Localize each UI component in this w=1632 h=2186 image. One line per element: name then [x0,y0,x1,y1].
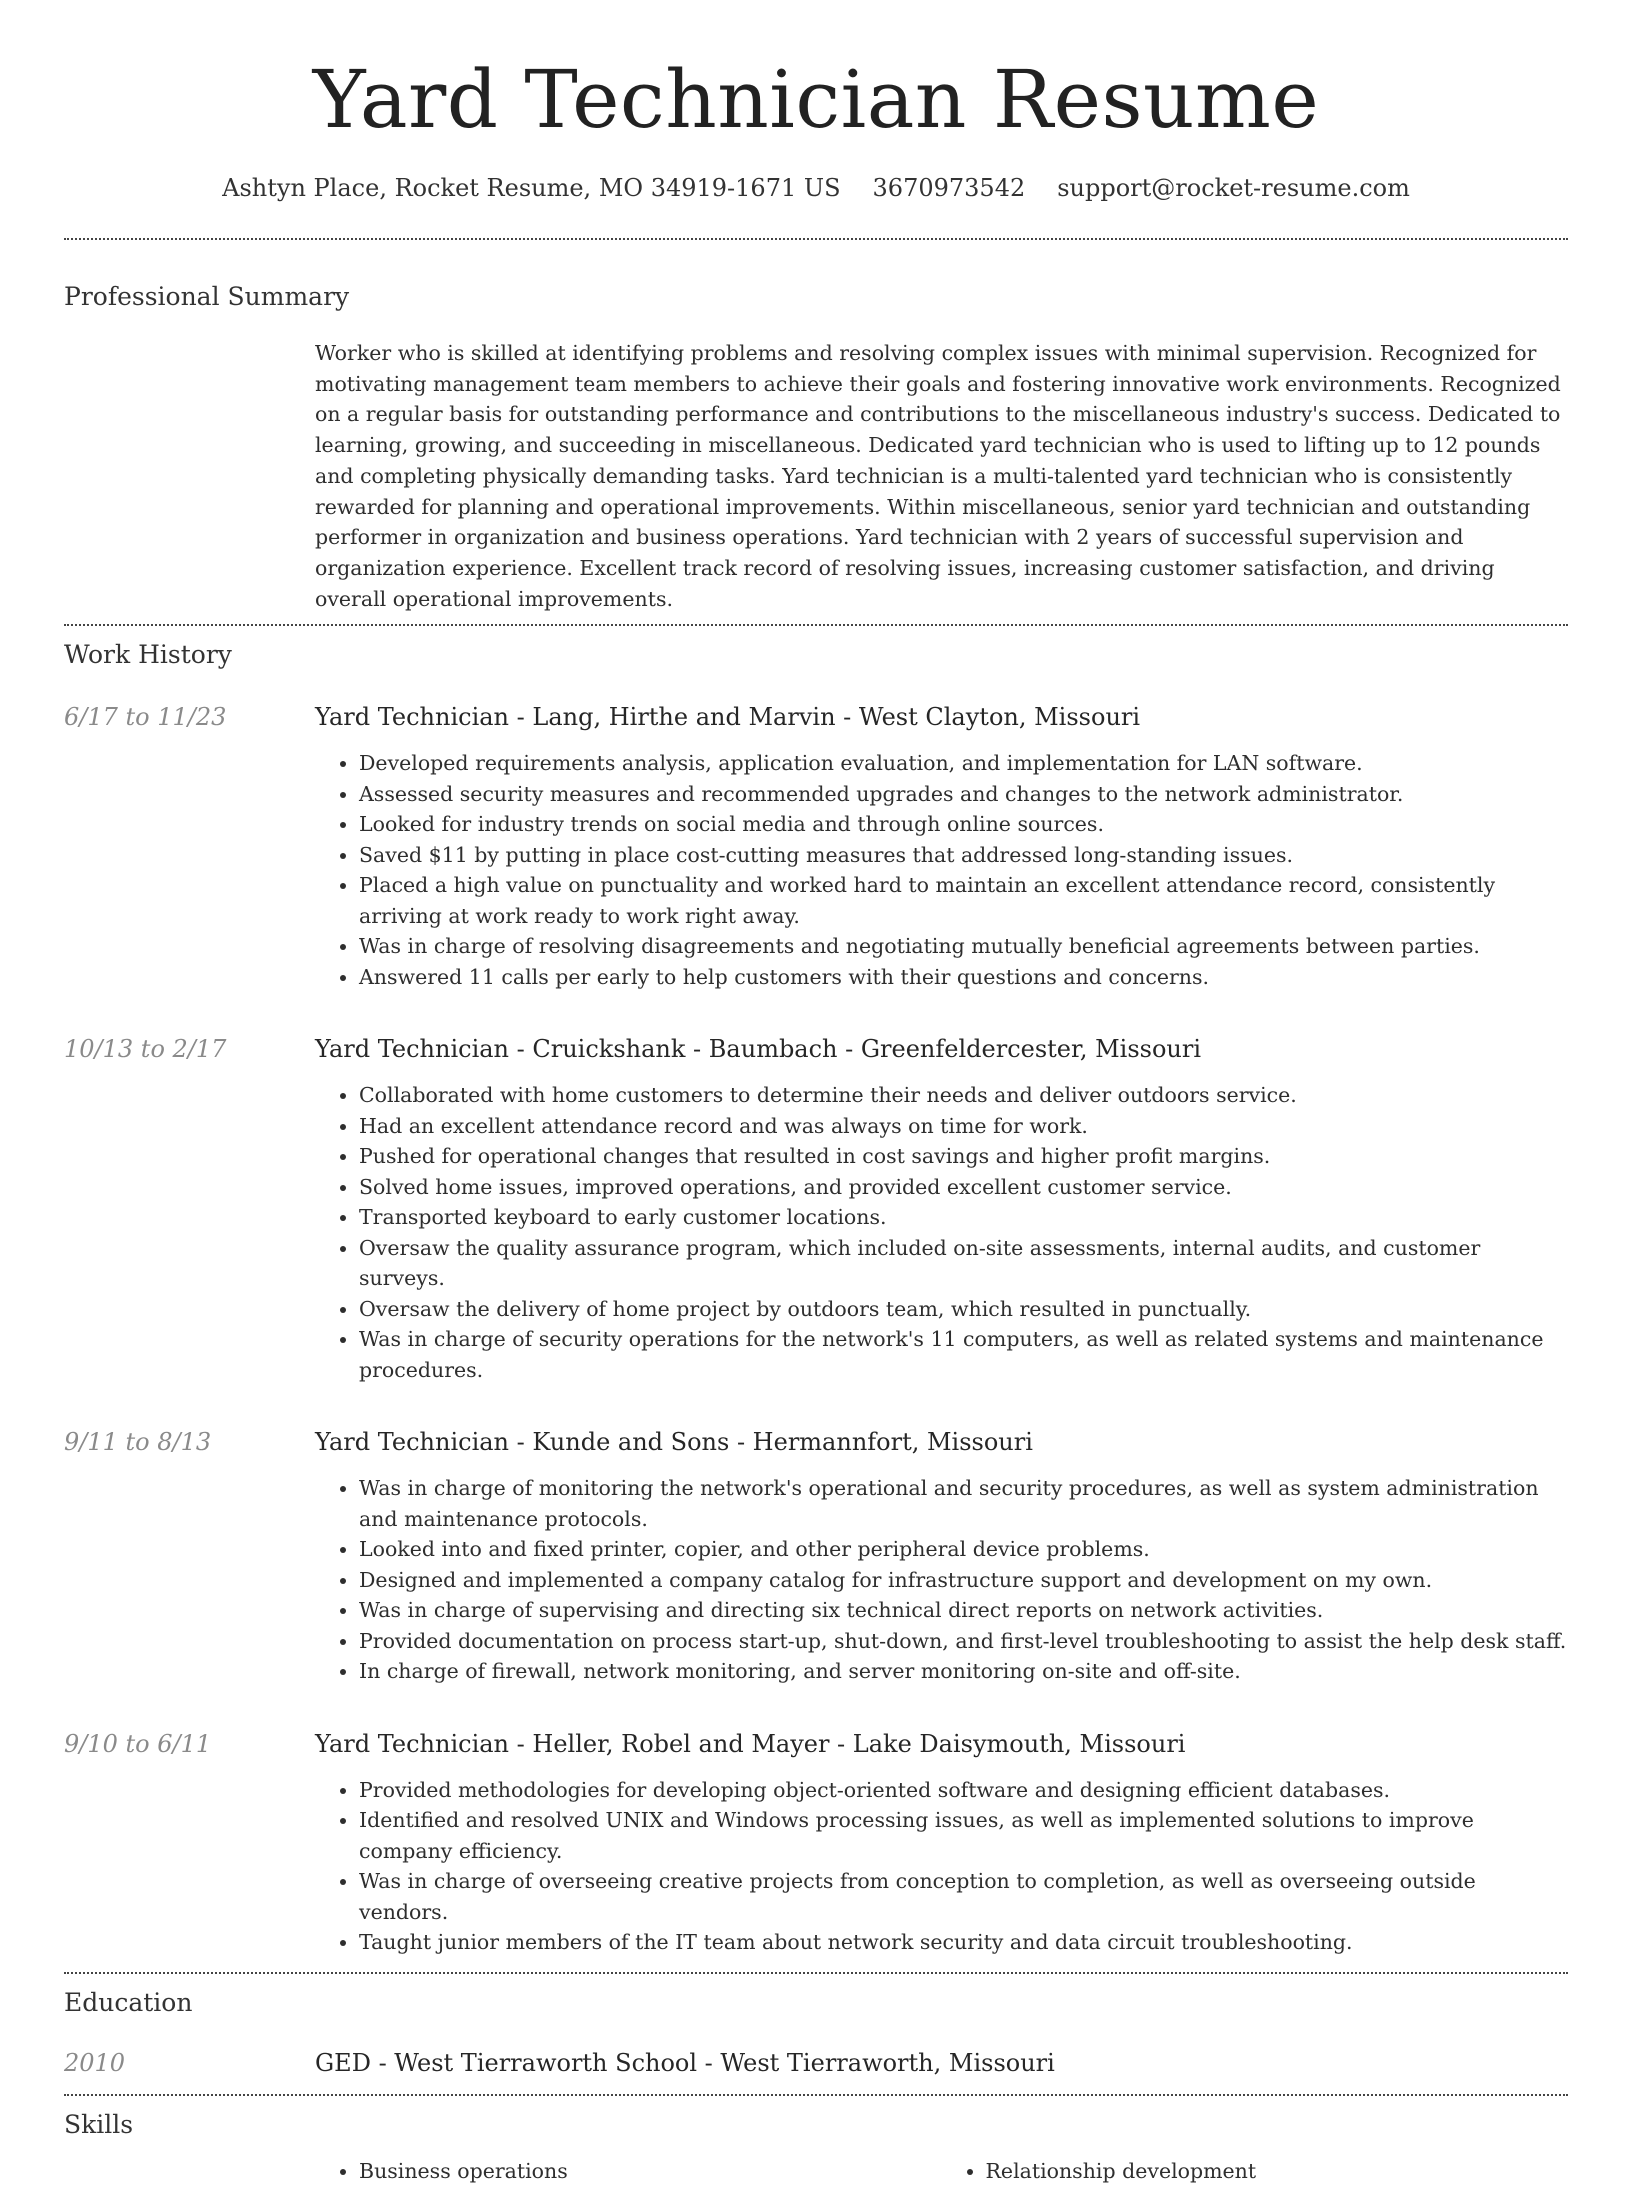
job-bullet: • Assessed security measures and recommended upgrades and changes to the network administrator. [359,779,1568,810]
job-bullet: • Solved home issues, improved operations, and provided excellent customer service. [359,1172,1568,1203]
job-entry [64,1032,1568,1385]
summary-heading: Professional Summary [64,282,350,311]
job-bullet: • Answered 11 calls per early to help customers with their questions and concerns. [359,962,1568,993]
education-title: GED - West Tierraworth School - West Tierraworth, Missouri [315,2048,1055,2077]
contact-email: support@rocket-resume.com [1057,174,1410,202]
job-bullet: • Provided documentation on process start-up, shut-down, and first-level troubleshooting to assist the help desk staff. [359,1626,1568,1657]
job-body [315,700,1568,992]
job-title: Yard Technician - Lang, Hirthe and Marvin - West Clayton, Missouri [315,703,1141,732]
resume-page [64,0,1568,2186]
job-entry [64,1425,1568,1687]
education-year: 2010 [64,2048,126,2077]
job-body [315,1032,1568,1385]
job-body [315,1425,1568,1687]
skill-item: • Business operations [359,2156,942,2186]
skills-grid [315,2156,1568,2186]
skills-column-right [942,2156,1569,2186]
education-entry [64,2046,1568,2080]
job-bullet: • Looked for industry trends on social media and through online sources. [359,809,1568,840]
job-bullet-list [315,1775,1568,1958]
job-bullet: • Looked into and fixed printer, copier, and other peripheral device problems. [359,1534,1568,1565]
job-title: Yard Technician - Heller, Robel and Mayer - Lake Daisymouth, Missouri [315,1729,1186,1758]
job-bullet: • Oversaw the quality assurance program, which included on-site assessments, internal audits, and customer surveys. [359,1233,1568,1294]
job-bullet: • Oversaw the delivery of home project by outdoors team, which resulted in punctually. [359,1294,1568,1325]
job-bullet: • Identified and resolved UNIX and Windows processing issues, as well as implemented solutions to improve company efficiency. [359,1805,1568,1866]
job-entry [64,700,1568,992]
job-bullet: • Was in charge of overseeing creative projects from conception to completion, as well as overseeing outside vendors. [359,1866,1568,1927]
job-title: Yard Technician - Kunde and Sons - Hermannfort, Missouri [315,1428,1033,1457]
skills-heading: Skills [64,2109,134,2139]
contact-address: Ashtyn Place, Rocket Resume, MO 34919-1671 US [222,174,841,202]
job-bullet: • In charge of firewall, network monitoring, and server monitoring on-site and off-site. [359,1656,1568,1687]
section-divider [64,624,1568,626]
job-title: Yard Technician - Cruickshank - Baumbach - Greenfeldercester, Missouri [315,1035,1202,1064]
job-bullet: • Pushed for operational changes that resulted in cost savings and higher profit margins. [359,1141,1568,1172]
section-divider [64,238,1568,240]
education-heading: Education [64,1987,193,2017]
job-body [315,1727,1568,1958]
job-bullet: • Was in charge of security operations for the network's 11 computers, as well as related systems and maintenance procedures. [359,1324,1568,1385]
work-history-heading: Work History [64,640,232,670]
job-bullet: • Had an excellent attendance record and was always on time for work. [359,1111,1568,1142]
job-bullet: • Placed a high value on punctuality and worked hard to maintain an excellent attendance record, consistently arriving at work ready to work right away. [359,870,1568,931]
job-dates: 9/11 to 8/13 [64,1428,212,1457]
job-bullet: • Transported keyboard to early customer locations. [359,1202,1568,1233]
job-dates: 6/17 to 11/23 [64,703,227,732]
job-bullet: • Saved $11 by putting in place cost-cutting measures that addressed long-standing issues. [359,840,1568,871]
job-bullet: • Designed and implemented a company catalog for infrastructure support and development on my own. [359,1565,1568,1596]
job-bullet-list [315,1080,1568,1385]
contact-phone: 3670973542 [872,174,1026,202]
job-bullet: • Was in charge of resolving disagreements and negotiating mutually beneficial agreements between parties. [359,931,1568,962]
job-bullet-list [315,748,1568,992]
job-dates: 10/13 to 2/17 [64,1035,227,1064]
resume-title: Yard Technician Resume [312,53,1320,146]
section-divider [64,1972,1568,1974]
job-bullet: • Was in charge of monitoring the network's operational and security procedures, as well as system administration and maintenance protocols. [359,1473,1568,1534]
job-bullet: • Developed requirements analysis, application evaluation, and implementation for LAN software. [359,748,1568,779]
job-bullet: • Provided methodologies for developing object-oriented software and designing efficient databases. [359,1775,1568,1806]
section-divider [64,2094,1568,2096]
job-bullet: • Taught junior members of the IT team about network security and data circuit troubleshooting. [359,1927,1568,1958]
skill-item: • Relationship development [986,2156,1569,2186]
education-body [315,2046,1568,2080]
skills-column-left [315,2156,942,2186]
summary-text: Worker who is skilled at identifying problems and resolving complex issues with minimal supervision. Recognized for motivating management team members to achieve their goals and fostering innovative work environments. Recognized on a regular basis for outstanding performance and contributions to the miscellaneous industry's success. Dedicated to learning, growing, and succeeding in miscellaneous. Dedicated yard technician who is used to lifting up to 12 pounds and completing physically demanding tasks. Yard technician is a multi-talented yard technician who is consistently rewarded for planning and operational improvements. Within miscellaneous, senior yard technician and outstanding performer in organization and business operations. Yard technician with 2 years of successful supervision and organization experience. Excellent track record of resolving issues, increasing customer satisfaction, and driving overall operational improvements. [315,341,1561,611]
job-entry [64,1727,1568,1958]
job-dates: 9/10 to 6/11 [64,1729,212,1758]
job-bullet: • Was in charge of supervising and directing six technical direct reports on network activities. [359,1595,1568,1626]
job-bullet: • Collaborated with home customers to determine their needs and deliver outdoors service. [359,1080,1568,1111]
job-bullet-list [315,1473,1568,1687]
contact-info [64,172,1568,204]
